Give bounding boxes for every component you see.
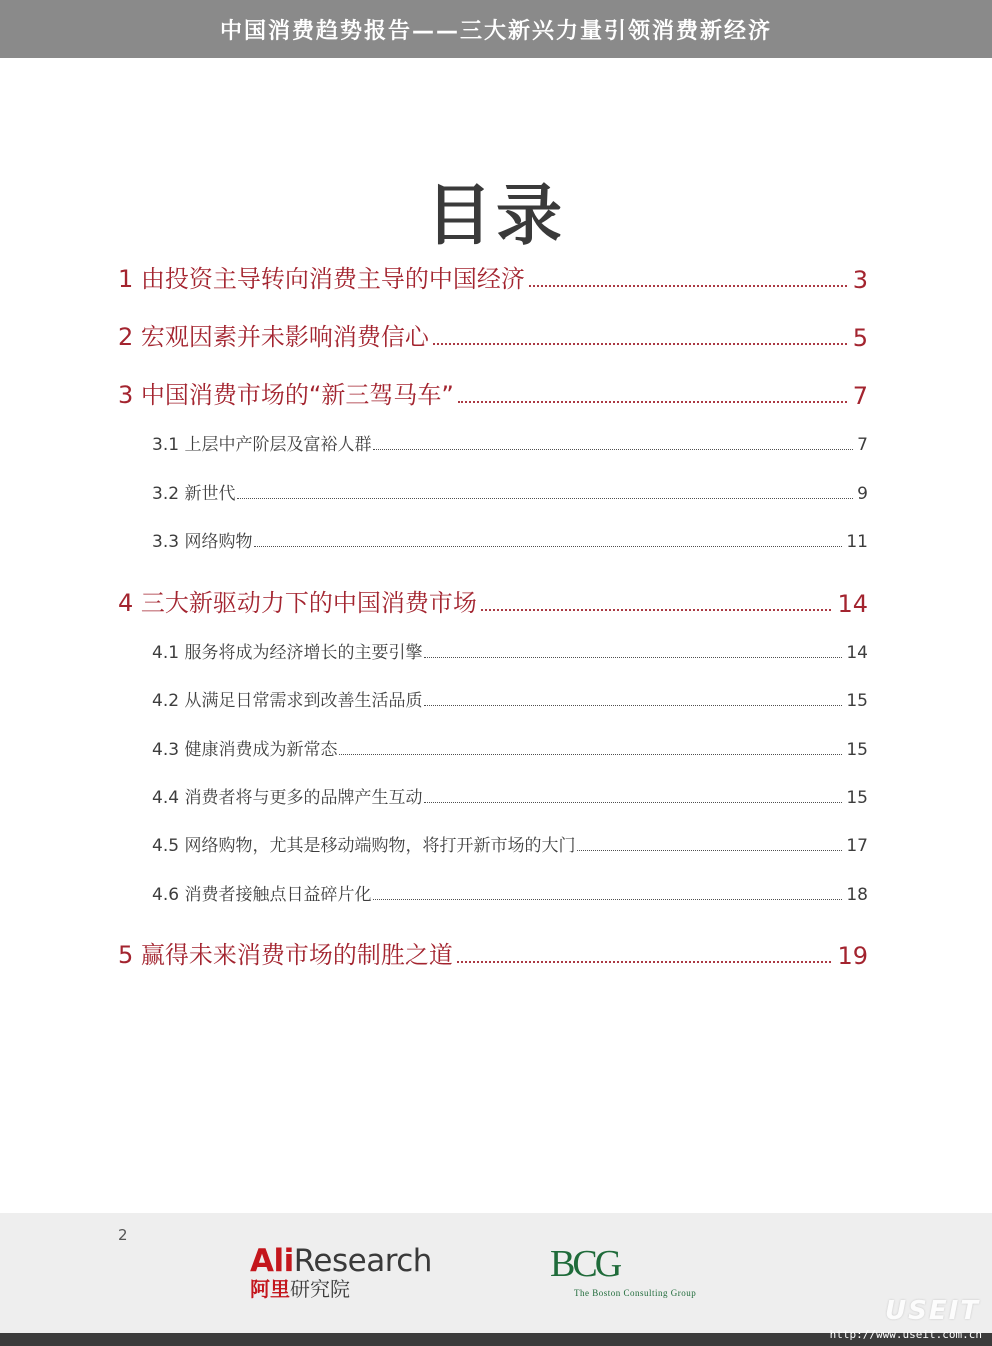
toc-leader-dots (481, 609, 832, 611)
toc-entry-label: 5 赢得未来消费市场的制胜之道 (118, 941, 453, 969)
bcg-full-name: The Boston Consulting Group (574, 1288, 697, 1298)
aliresearch-logo (250, 1244, 432, 1300)
toc-leader-dots (373, 449, 853, 450)
toc-entry-label: 2 宏观因素并未影响消费信心 (118, 323, 429, 351)
toc-leader-dots (458, 401, 847, 403)
toc-leader-dots (254, 546, 842, 547)
toc-entry-3[interactable] (118, 378, 868, 410)
toc-leader-dots (457, 961, 832, 963)
toc-leader-dots (529, 285, 847, 287)
toc-entry-page: 18 (846, 885, 868, 905)
toc-entry-label: 4.3 健康消费成为新常态 (152, 740, 338, 760)
toc-entry-4-1[interactable] (152, 639, 868, 663)
toc-entry-4-4[interactable] (152, 784, 868, 808)
toc-leader-dots (424, 657, 842, 658)
toc-entry-page: 15 (846, 788, 868, 808)
page-number: 2 (118, 1226, 128, 1244)
toc-entry-label: 3.2 新世代 (152, 484, 236, 504)
toc-entry-label: 3.3 网络购物 (152, 532, 253, 552)
toc-entry-label: 4.6 消费者接触点日益碎片化 (152, 885, 372, 905)
toc-entry-4[interactable] (118, 586, 868, 618)
toc-entry-5[interactable] (118, 938, 868, 970)
toc-entry-page: 5 (852, 324, 868, 352)
toc-entry-page: 15 (846, 691, 868, 711)
toc-entry-page: 9 (857, 484, 868, 504)
bcg-logo (550, 1244, 696, 1298)
toc-entry-label: 4.4 消费者将与更多的品牌产生互动 (152, 788, 423, 808)
toc-entry-label: 3 中国消费市场的“新三驾马车” (118, 381, 454, 409)
toc-entry-label: 4.1 服务将成为经济增长的主要引擎 (152, 643, 423, 663)
toc-leader-dots (373, 899, 842, 900)
toc-leader-dots (424, 705, 842, 706)
useit-watermark: USEIT (884, 1296, 980, 1326)
toc-entry-page: 15 (846, 740, 868, 760)
aliresearch-wordmark: AliResearch (250, 1243, 432, 1279)
header-bar (0, 0, 992, 58)
toc-entry-label: 4.5 网络购物，尤其是移动端购物，将打开新市场的大门 (152, 836, 576, 856)
toc-entry-label: 1 由投资主导转向消费主导的中国经济 (118, 265, 525, 293)
toc-entry-page: 14 (846, 643, 868, 663)
toc-entry-1[interactable] (118, 262, 868, 294)
toc-entry-page: 14 (837, 590, 868, 618)
toc-entry-4-3[interactable] (152, 736, 868, 760)
toc-leader-dots (577, 850, 842, 851)
toc-leader-dots (237, 498, 853, 499)
toc-entry-4-6[interactable] (152, 881, 868, 905)
toc-entry-3-2[interactable] (152, 480, 868, 504)
toc-leader-dots (339, 754, 842, 755)
toc-entry-label: 3.1 上层中产阶层及富裕人群 (152, 435, 372, 455)
page-title: 目录 (426, 177, 566, 254)
toc-entry-3-1[interactable] (152, 431, 868, 455)
toc-entry-page: 17 (846, 836, 868, 856)
toc-entry-page: 7 (857, 435, 868, 455)
toc-entry-label: 4.2 从满足日常需求到改善生活品质 (152, 691, 423, 711)
toc-entry-4-2[interactable] (152, 687, 868, 711)
footer-band (0, 1213, 992, 1333)
toc-leader-dots (424, 802, 842, 803)
toc-entry-page: 7 (852, 382, 868, 410)
toc-entry-3-3[interactable] (152, 528, 868, 552)
toc-entry-4-5[interactable] (152, 832, 868, 856)
toc-leader-dots (433, 343, 847, 345)
toc-entry-page: 3 (852, 266, 868, 294)
watermark-url: http://www.useit.com.cn (829, 1328, 982, 1341)
toc-entry-page: 19 (837, 942, 868, 970)
toc-entry-label: 4 三大新驱动力下的中国消费市场 (118, 589, 477, 617)
toc-entry-2[interactable] (118, 320, 868, 352)
toc-entry-page: 11 (846, 532, 868, 552)
bcg-mark: BCG (550, 1243, 620, 1285)
aliresearch-cn-name: 阿里研究院 (250, 1277, 350, 1301)
header-title: 中国消费趋势报告——三大新兴力量引领消费新经济 (219, 18, 772, 44)
